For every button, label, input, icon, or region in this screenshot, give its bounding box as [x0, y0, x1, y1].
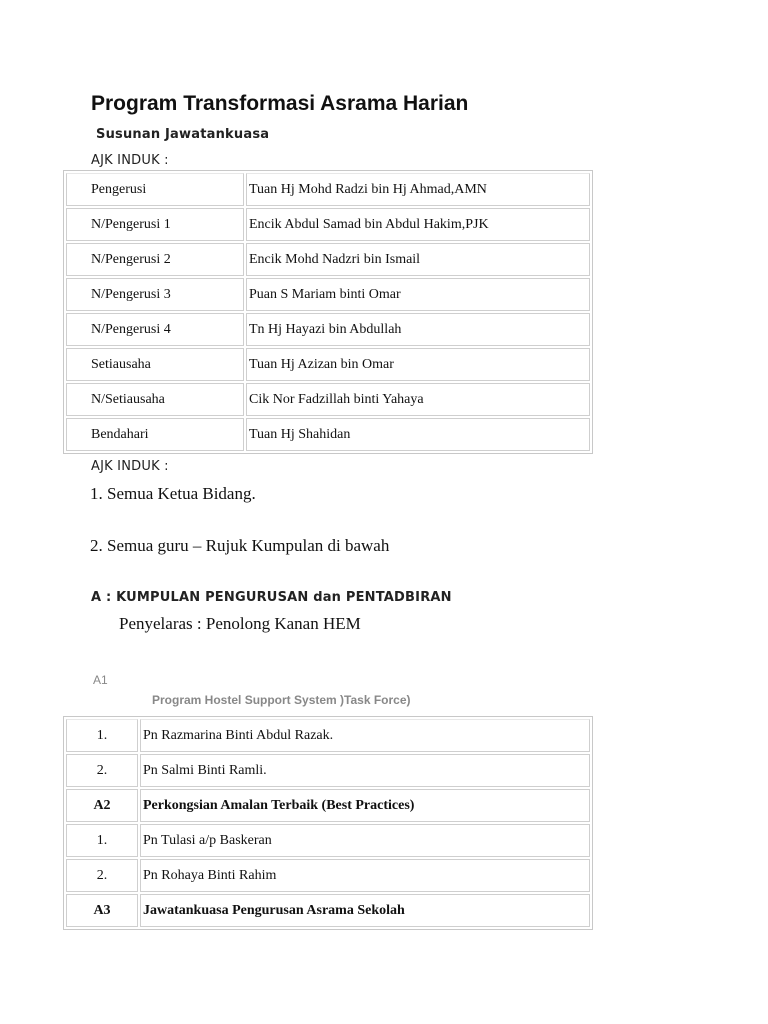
- subtitle: Susunan Jawatankuasa: [96, 127, 270, 142]
- coordinator-line: Penyelaras : Penolong Kanan HEM: [119, 614, 361, 633]
- table-row: [66, 173, 590, 206]
- text-cell: Pn Razmarina Binti Abdul Razak.: [140, 719, 590, 752]
- role-cell: Pengerusi: [66, 173, 244, 206]
- table-row: [66, 383, 590, 416]
- a1-title: Program Hostel Support System )Task Force): [152, 693, 411, 707]
- role-cell: Bendahari: [66, 418, 244, 451]
- name-cell: Encik Abdul Samad bin Abdul Hakim,PJK: [246, 208, 590, 241]
- table-row: [66, 894, 590, 927]
- text-cell: Pn Rohaya Binti Rahim: [140, 859, 590, 892]
- table-row: [66, 789, 590, 822]
- text-cell: Jawatankuasa Pengurusan Asrama Sekolah: [140, 894, 590, 927]
- table-row: [66, 754, 590, 787]
- text-cell: Pn Salmi Binti Ramli.: [140, 754, 590, 787]
- number-cell: 2.: [66, 754, 138, 787]
- number-cell: 2.: [66, 859, 138, 892]
- table-row: [66, 348, 590, 381]
- text-cell: Perkongsian Amalan Terbaik (Best Practices): [140, 789, 590, 822]
- a1-code: A1: [93, 673, 108, 687]
- table-row: [66, 418, 590, 451]
- page-title: Program Transformasi Asrama Harian: [91, 92, 469, 115]
- text-cell: Pn Tulasi a/p Baskeran: [140, 824, 590, 857]
- list-item: 1. Semua Ketua Bidang.: [90, 484, 256, 503]
- table-row: [66, 243, 590, 276]
- table-row: [66, 208, 590, 241]
- role-cell: N/Pengerusi 4: [66, 313, 244, 346]
- name-cell: Tuan Hj Shahidan: [246, 418, 590, 451]
- name-cell: Puan S Mariam binti Omar: [246, 278, 590, 311]
- number-cell: A3: [66, 894, 138, 927]
- name-cell: Cik Nor Fadzillah binti Yahaya: [246, 383, 590, 416]
- role-cell: N/Pengerusi 2: [66, 243, 244, 276]
- name-cell: Tuan Hj Mohd Radzi bin Hj Ahmad,AMN: [246, 173, 590, 206]
- ajk-induk-label: AJK INDUK :: [91, 153, 169, 168]
- committee-table: [63, 170, 593, 454]
- table-row: [66, 278, 590, 311]
- table-row: [66, 313, 590, 346]
- number-cell: 1.: [66, 824, 138, 857]
- ajk-induk-label-2: AJK INDUK :: [91, 459, 169, 474]
- table-row: [66, 719, 590, 752]
- table-row: [66, 824, 590, 857]
- role-cell: N/Setiausaha: [66, 383, 244, 416]
- number-cell: A2: [66, 789, 138, 822]
- role-cell: N/Pengerusi 3: [66, 278, 244, 311]
- name-cell: Tuan Hj Azizan bin Omar: [246, 348, 590, 381]
- role-cell: N/Pengerusi 1: [66, 208, 244, 241]
- group-a-table: [63, 716, 593, 930]
- list-item: 2. Semua guru – Rujuk Kumpulan di bawah: [90, 536, 390, 555]
- table-row: [66, 859, 590, 892]
- group-a-heading: A : KUMPULAN PENGURUSAN dan PENTADBIRAN: [91, 590, 452, 605]
- number-cell: 1.: [66, 719, 138, 752]
- role-cell: Setiausaha: [66, 348, 244, 381]
- name-cell: Encik Mohd Nadzri bin Ismail: [246, 243, 590, 276]
- name-cell: Tn Hj Hayazi bin Abdullah: [246, 313, 590, 346]
